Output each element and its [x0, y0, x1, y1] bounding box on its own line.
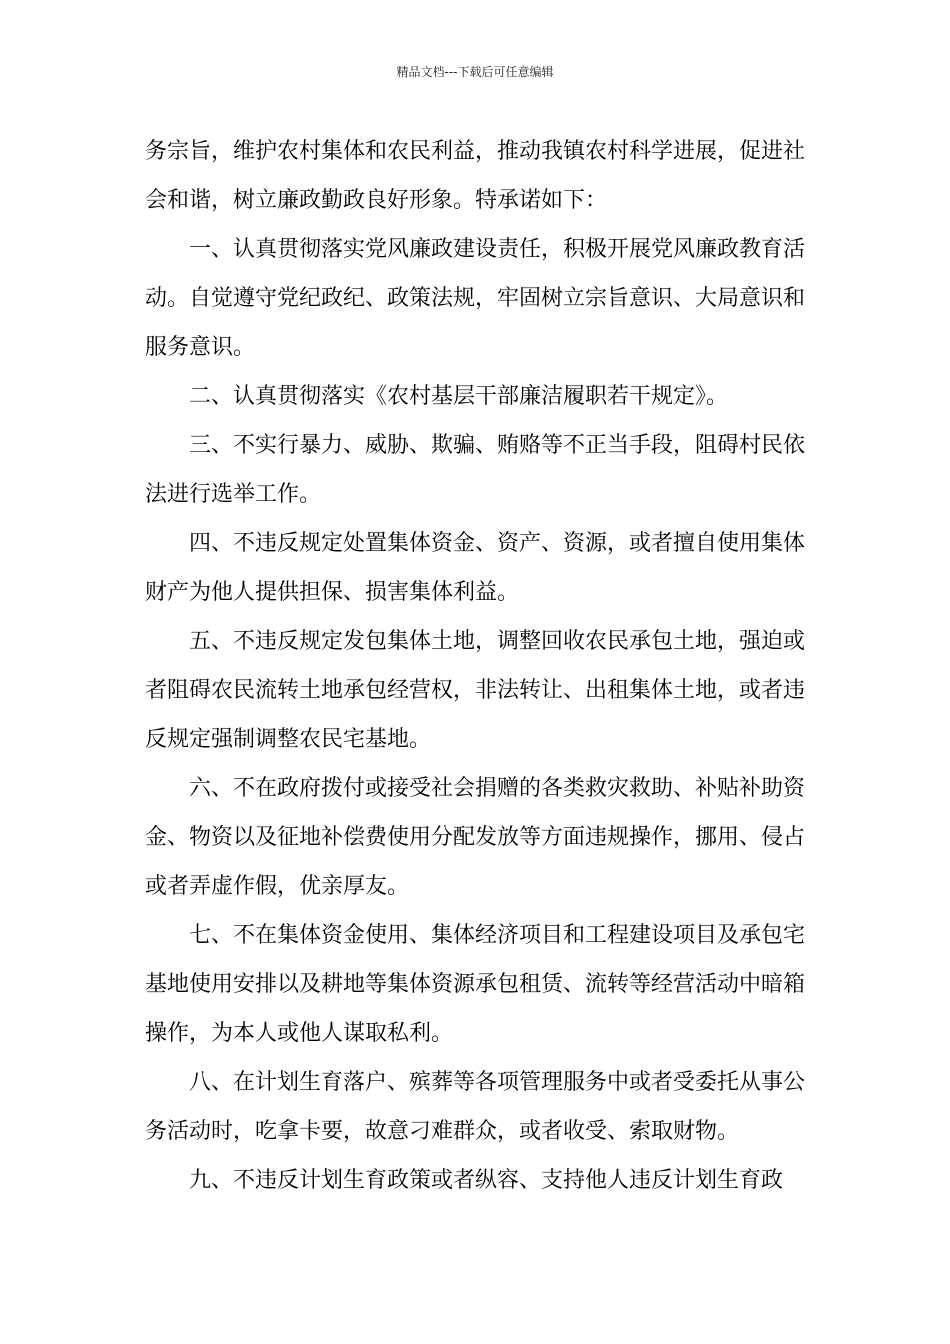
paragraph-item-5: 五、不违反规定发包集体土地，调整回收农民承包土地，强迫或者阻碍农民流转土地承包经营权，非法转让、出租集体土地，或者违反规定强制调整农民宅基地。: [145, 629, 806, 752]
page-header: 精品文档---下载后可任意编辑: [396, 65, 554, 79]
paragraph-item-4: 四、不违反规定处置集体资金、资产、资源，或者擅自使用集体财产为他人提供担保、损害集体利益。: [145, 531, 806, 605]
paragraph-item-8: 八、在计划生育落户、殡葬等各项管理服务中或者受委托从事公务活动时，吃拿卡要，故意刁难群众，或者收受、索取财物。: [145, 1070, 806, 1144]
paragraph-item-9: 九、不违反计划生育政策或者纵容、支持他人违反计划生育政: [189, 1168, 784, 1193]
paragraph-item-2: 二、认真贯彻落实《农村基层干部廉洁履职若干规定》。: [189, 384, 729, 409]
paragraph-item-6: 六、不在政府拨付或接受社会捐赠的各类救灾救助、补贴补助资金、物资以及征地补偿费使用分配发放等方面违规操作，挪用、侵占或者弄虚作假，优亲厚友。: [145, 776, 806, 899]
paragraph-continuation: 务宗旨，维护农村集体和农民利益，推动我镇农村科学进展，促进社会和谐，树立廉政勤政良好形象。特承诺如下：: [145, 139, 806, 213]
paragraph-item-3: 三、不实行暴力、威胁、欺骗、贿赂等不正当手段，阻碍村民依法进行选举工作。: [145, 433, 806, 507]
paragraph-item-7: 七、不在集体资金使用、集体经济项目和工程建设项目及承包宅基地使用安排以及耕地等集体资源承包租赁、流转等经营活动中暗箱操作，为本人或他人谋取私利。: [145, 923, 806, 1046]
paragraph-item-1: 一、认真贯彻落实党风廉政建设责任，积极开展党风廉政教育活动。自觉遵守党纪政纪、政策法规，牢固树立宗旨意识、大局意识和服务意识。: [145, 237, 806, 360]
document-body: [145, 127, 807, 1205]
